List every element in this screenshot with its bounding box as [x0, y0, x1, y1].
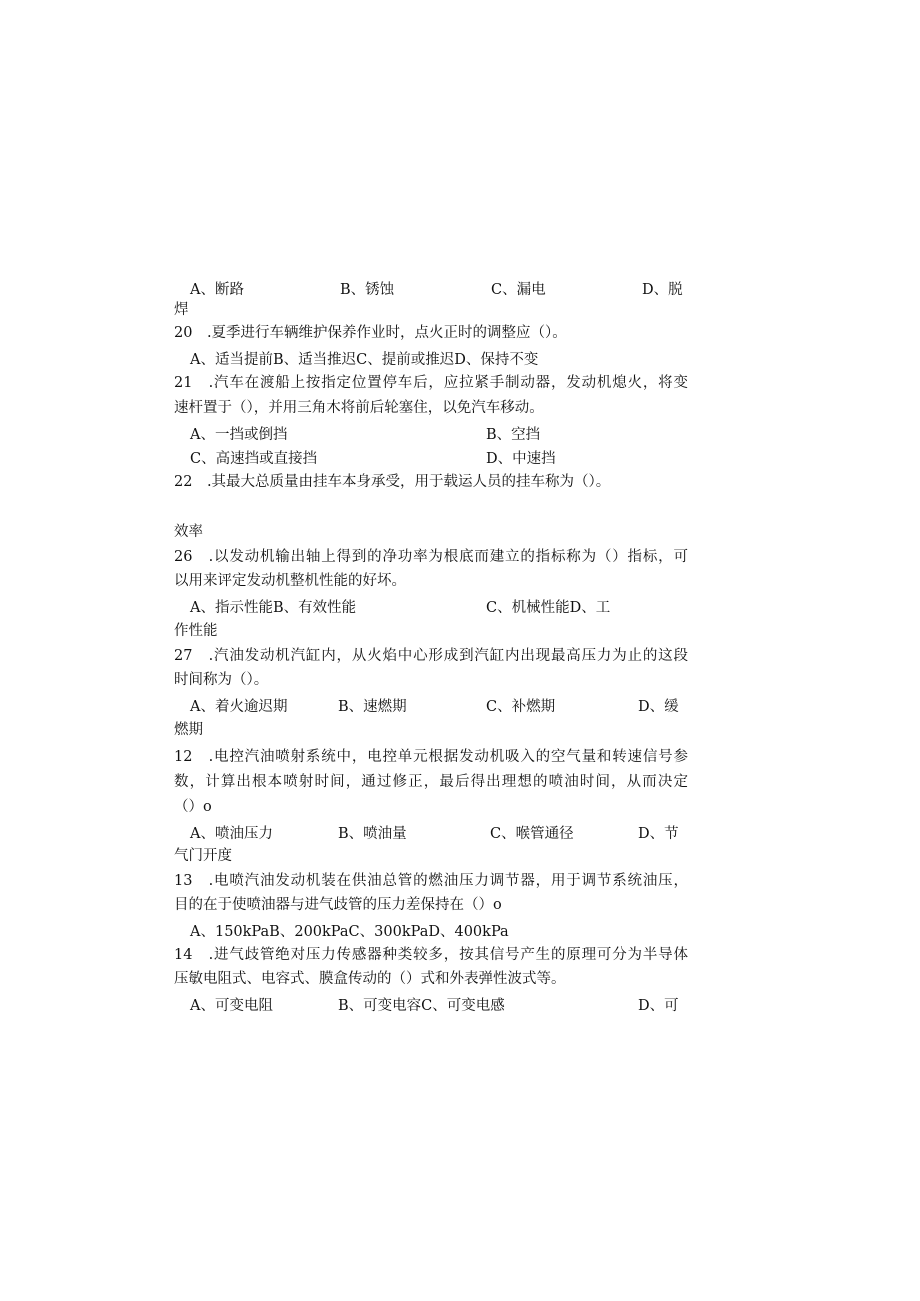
question-27-stem-line1: 27 .汽油发动机汽缸内，从火焰中心形成到汽缸内出现最高压力为止的这段: [174, 648, 688, 664]
option-d: D、脱: [642, 282, 683, 298]
question-14-stem-line1: 14 .进气歧管绝对压力传感器种类较多，按其信号产生的原理可分为半导体: [174, 947, 688, 963]
question-12-stem-line2: 数，计算出根本喷射时间，通过修正，最后得出理想的喷油时间，从而决定: [174, 774, 688, 790]
question-27-option-a: A、着火逾迟期: [190, 699, 288, 715]
question-13-stem-line2: 目的在于使喷油器与进气歧管的压力差保持在（）o: [174, 897, 502, 913]
question-26-option-continuation: 作性能: [174, 623, 218, 639]
question-12-stem-line3: （）o: [174, 799, 212, 815]
question-14-option-a: A、可变电阻: [190, 998, 273, 1014]
question-14-options-bc: B、可变电容C、可变电感: [338, 998, 505, 1014]
question-12-stem-line1: 12 .电控汽油喷射系统中，电控单元根据发动机吸入的空气量和转速信号参: [174, 749, 688, 765]
question-26-stem-line2: 以用来评定发动机整机性能的好坏。: [174, 573, 406, 589]
question-21-stem-line1: 21 .汽车在渡船上按指定位置停车后，应拉紧手制动器，发动机熄火，将变: [174, 375, 688, 391]
question-27-option-continuation: 燃期: [174, 722, 203, 738]
question-25-tail: 效率: [174, 524, 203, 540]
question-26-options-ab: A、指示性能B、有效性能: [190, 600, 357, 616]
question-12-option-b: B、喷油量: [338, 826, 407, 842]
question-14-stem-line2: 压敏电阻式、电容式、膜盒传动的（）式和外表弹性波式等。: [174, 971, 566, 987]
question-26-stem-line1: 26 .以发动机输出轴上得到的净功率为根底而建立的指标称为（）指标，可: [174, 549, 688, 565]
question-27-option-b: B、速燃期: [338, 699, 407, 715]
option-c: C、漏电: [491, 282, 546, 298]
question-20-options: A、适当提前B、适当推迟C、提前或推迟D、保持不变: [190, 352, 539, 368]
question-13-options: A、150kPaB、200kPaC、300kPaD、400kPa: [190, 924, 509, 940]
question-13-stem-line1: 13 .电喷汽油发动机装在供油总管的燃油压力调节器，用于调节系统油压，: [174, 873, 688, 889]
question-12-option-a: A、喷油压力: [190, 826, 273, 842]
question-27-stem-line2: 时间称为（）。: [174, 672, 269, 688]
question-22-stem: 22 .其最大总质量由挂车本身承受，用于载运人员的挂车称为（）。: [174, 474, 611, 490]
question-14-option-d: D、可: [638, 998, 679, 1014]
question-21-stem-line2: 速杆置于（），并用三角木将前后轮塞住，以免汽车移动。: [174, 400, 544, 416]
question-21-option-a: A、一挡或倒挡: [190, 427, 288, 443]
question-12-option-continuation: 气门开度: [174, 848, 232, 864]
question-27-option-d: D、缓: [638, 699, 679, 715]
question-12-option-d: D、节: [638, 826, 679, 842]
question-21-option-d: D、中速挡: [486, 451, 556, 467]
question-20-stem: 20 .夏季进行车辆维护保养作业时，点火正时的调整应（）。: [174, 325, 567, 341]
question-21-option-b: B、空挡: [486, 427, 541, 443]
option-a: A、断路: [190, 282, 244, 298]
question-27-option-c: C、补燃期: [486, 699, 556, 715]
option-b: B、锈蚀: [340, 282, 395, 298]
question-26-options-cd: C、机械性能D、工: [486, 600, 611, 616]
option-continuation: 焊: [174, 302, 189, 318]
question-12-option-c: C、喉管通径: [490, 826, 574, 842]
question-21-option-c: C、高速挡或直接挡: [190, 451, 318, 467]
